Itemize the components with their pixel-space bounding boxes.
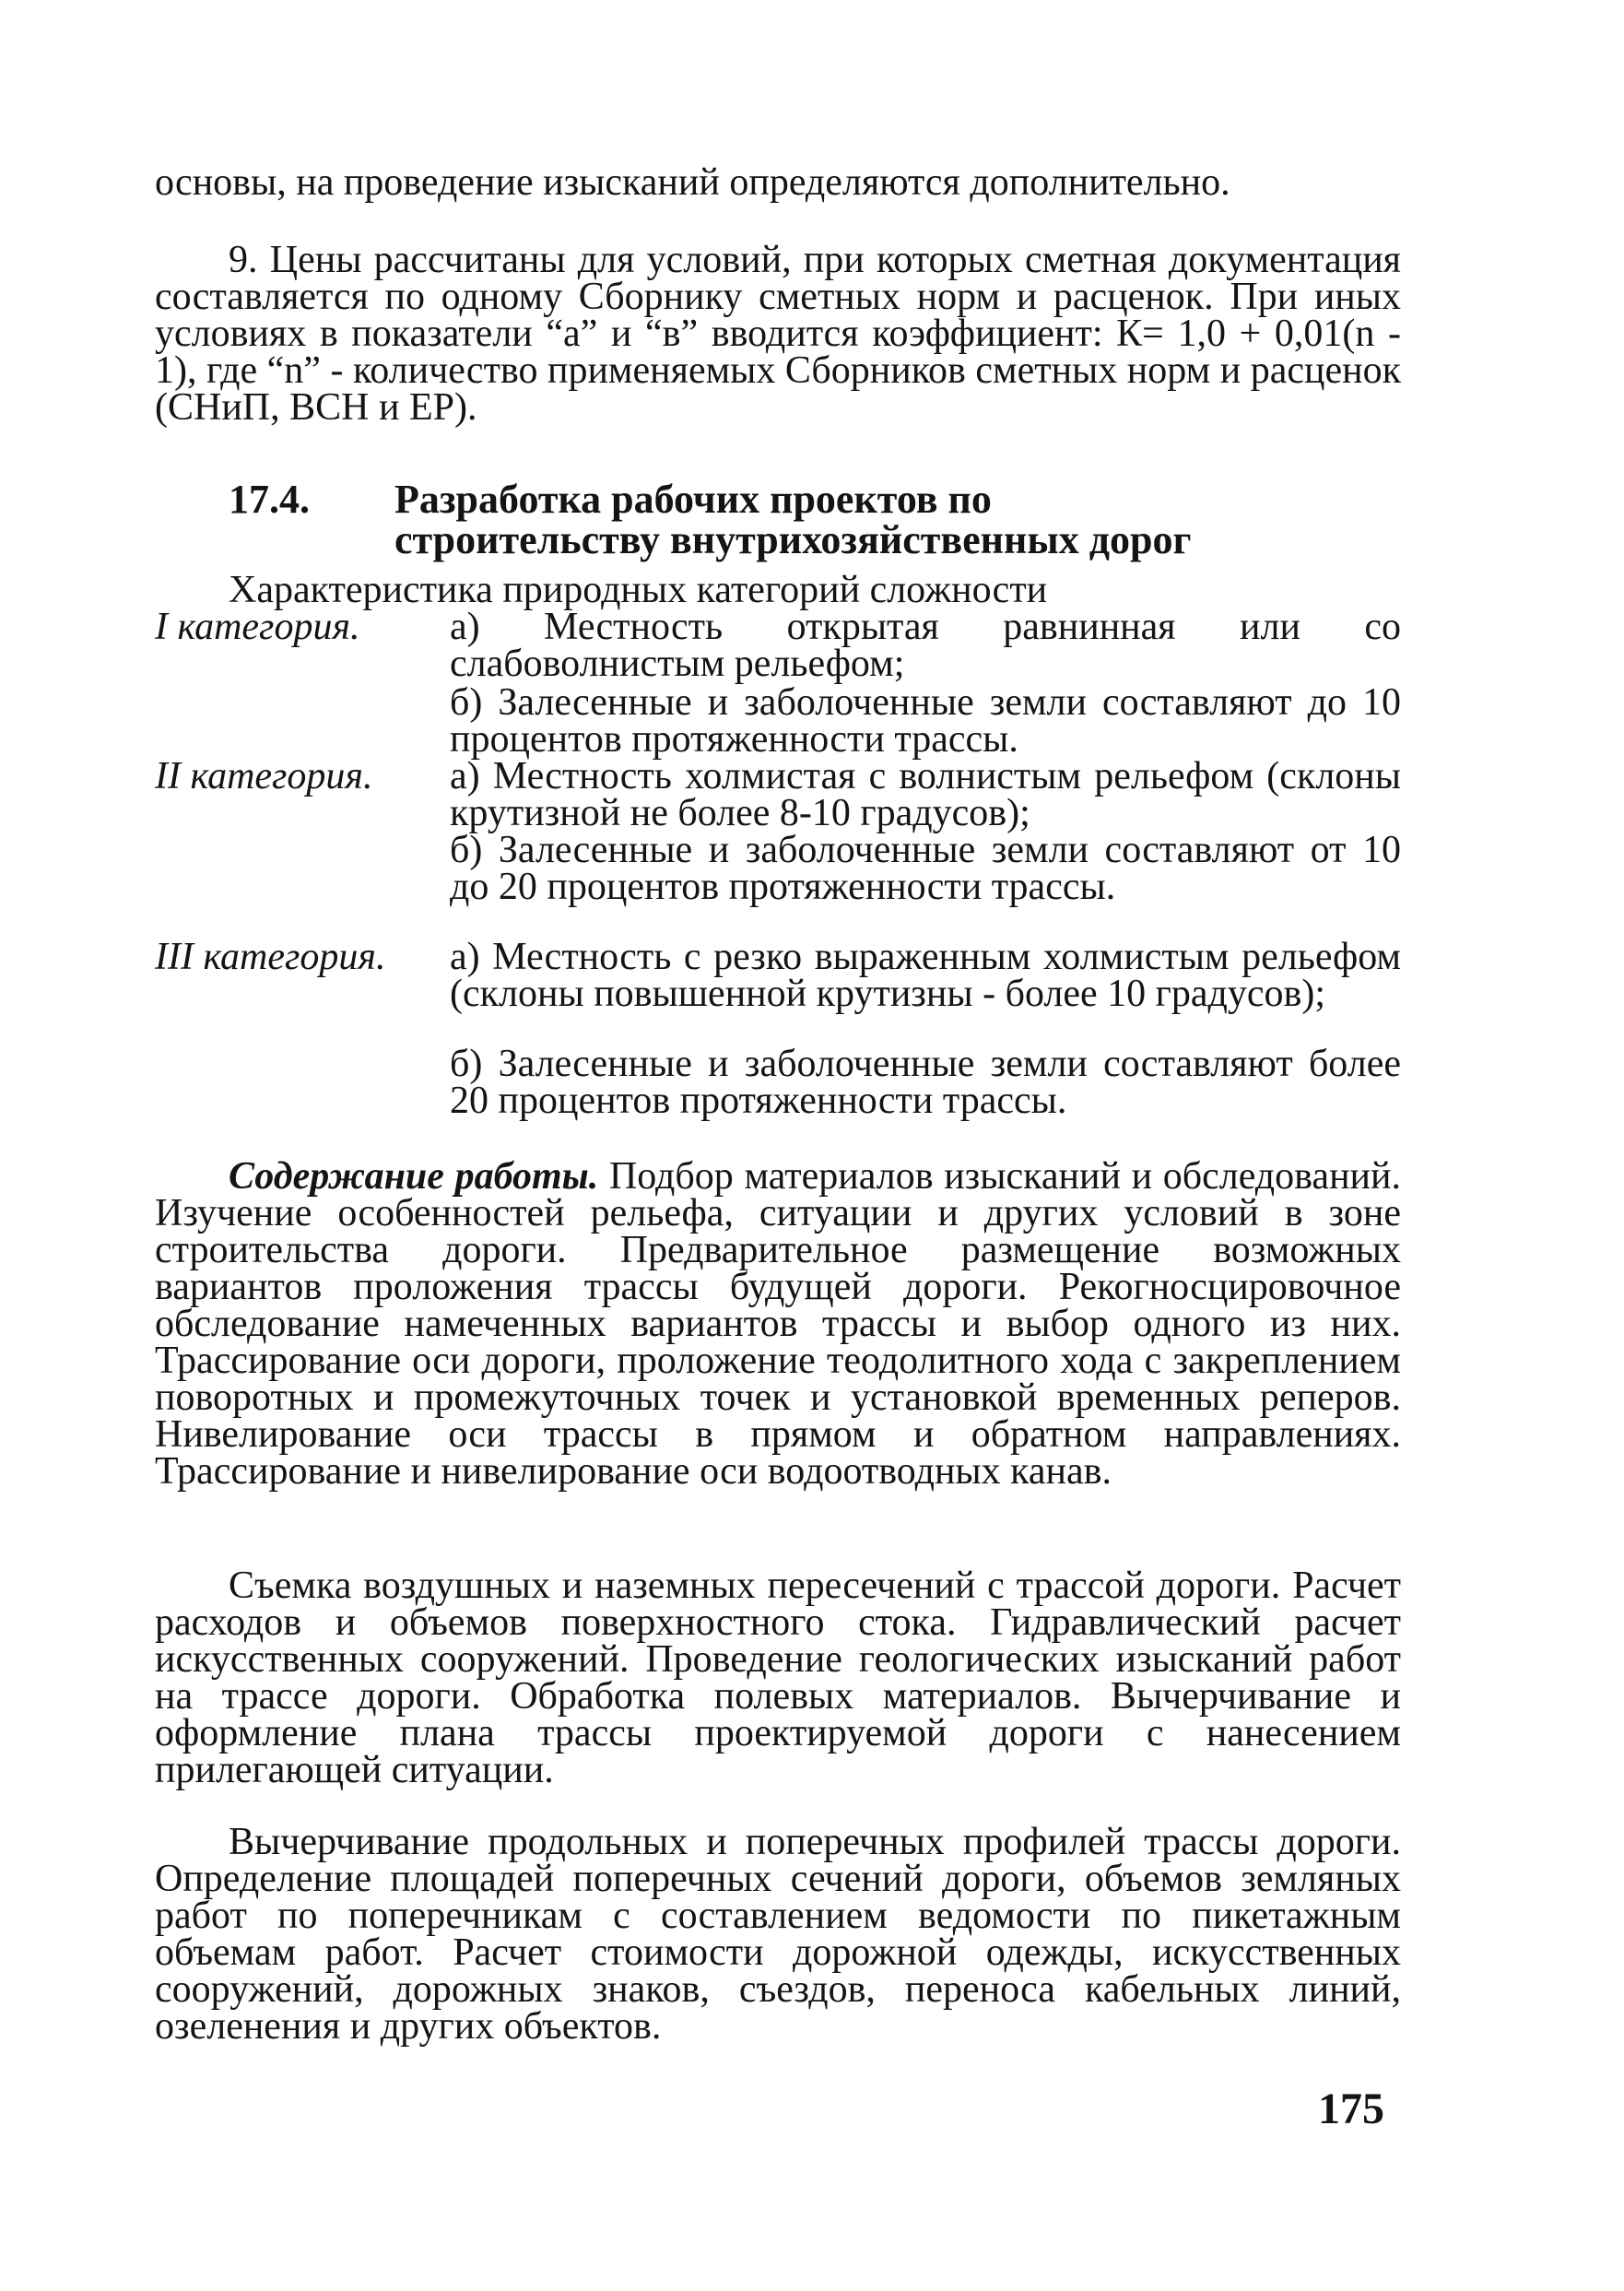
section-heading [229, 479, 1427, 561]
category-1-item-a: а) Местность открытая равнинная или со слабоволнистым рельефом; [450, 606, 1401, 685]
category-2-label: II категория. [155, 755, 373, 797]
section-number: 17.4. [229, 477, 310, 522]
section-title-line1: Разработка рабочих проектов по [394, 477, 992, 522]
work-content-paragraph-1-text: Подбор материалов изысканий и обследований. Изучение особенностей рельефа, ситуации и других условий в зоне строительства дороги. Предварительное размещение возможных вариантов проложения трассы будущей дороги. Рекогносцировочное обследование намеченных вариантов трассы и выбор одного из них. Трассирование оси дороги, проложение теодолитного хода с закреплением поворотных и промежуточных точек и установкой временных реперов. Нивелирование оси трассы в прямом и обратном направлениях. Трассирование и нивелирование оси водоотводных канав. [155, 1155, 1401, 1493]
work-content-paragraph-1 [155, 1155, 1401, 1493]
category-3-label: III категория. [155, 936, 386, 978]
page-number: 175 [1318, 2084, 1384, 2133]
work-content-paragraph-3: Вычерчивание продольных и поперечных профилей трассы дороги. Определение площадей поперечных сечений дороги, объемов земляных работ по поперечникам с составлением ведомости по пикетажным объемам работ. Расчет стоимости дорожной одежды, искусственных сооружений, дорожных знаков, съездов, переноса кабельных линий, озеленения и других объектов. [155, 1821, 1401, 2048]
category-1-item-b: б) Залесенные и заболоченные земли составляют до 10 процентов протяженности трассы. [450, 681, 1401, 761]
category-2-item-b: б) Залесенные и заболоченные земли составляют от 10 до 20 процентов протяженности трассы. [450, 829, 1401, 908]
category-1-label: I категория. [155, 606, 360, 648]
category-3-item-b: б) Залесенные и заболоченные земли составляют более 20 процентов протяженности трассы. [450, 1043, 1401, 1122]
section-subtitle: Характеристика природных категорий сложности [229, 569, 1048, 611]
work-content-lead: Содержание работы. [229, 1155, 599, 1198]
category-3-item-a: а) Местность с резко выраженным холмистым рельефом (склоны повышенной крутизны - более 10 градусов); [450, 936, 1401, 1015]
intro-continuation: основы, на проведение изысканий определяются дополнительно. [155, 161, 1230, 204]
work-content-paragraph-2: Съемка воздушных и наземных пересечений с трассой дороги. Расчет расходов и объемов поверхностного стока. Гидравлический расчет искусственных сооружений. Проведение геологических изысканий работ на трассе дороги. Обработка полевых материалов. Вычерчивание и оформление плана трассы проектируемой дороги с нанесением прилегающей ситуации. [155, 1565, 1401, 1791]
section-title-line2: строительству внутрихозяйственных дорог [394, 517, 1192, 562]
category-2-item-a: а) Местность холмистая с волнистым рельефом (склоны крутизной не более 8-10 градусов); [450, 755, 1401, 834]
intro-item-9: 9. Цены рассчитаны для условий, при которых сметная документация составляется по одному Сборнику сметных норм и расценок. При иных условиях в показатели “а” и “в” вводится коэффициент: К= 1,0 + 0,01(n - 1), где “n” - количество применяемых Сборников сметных норм и расценок (СНиП, ВСН и ЕР). [155, 239, 1401, 429]
